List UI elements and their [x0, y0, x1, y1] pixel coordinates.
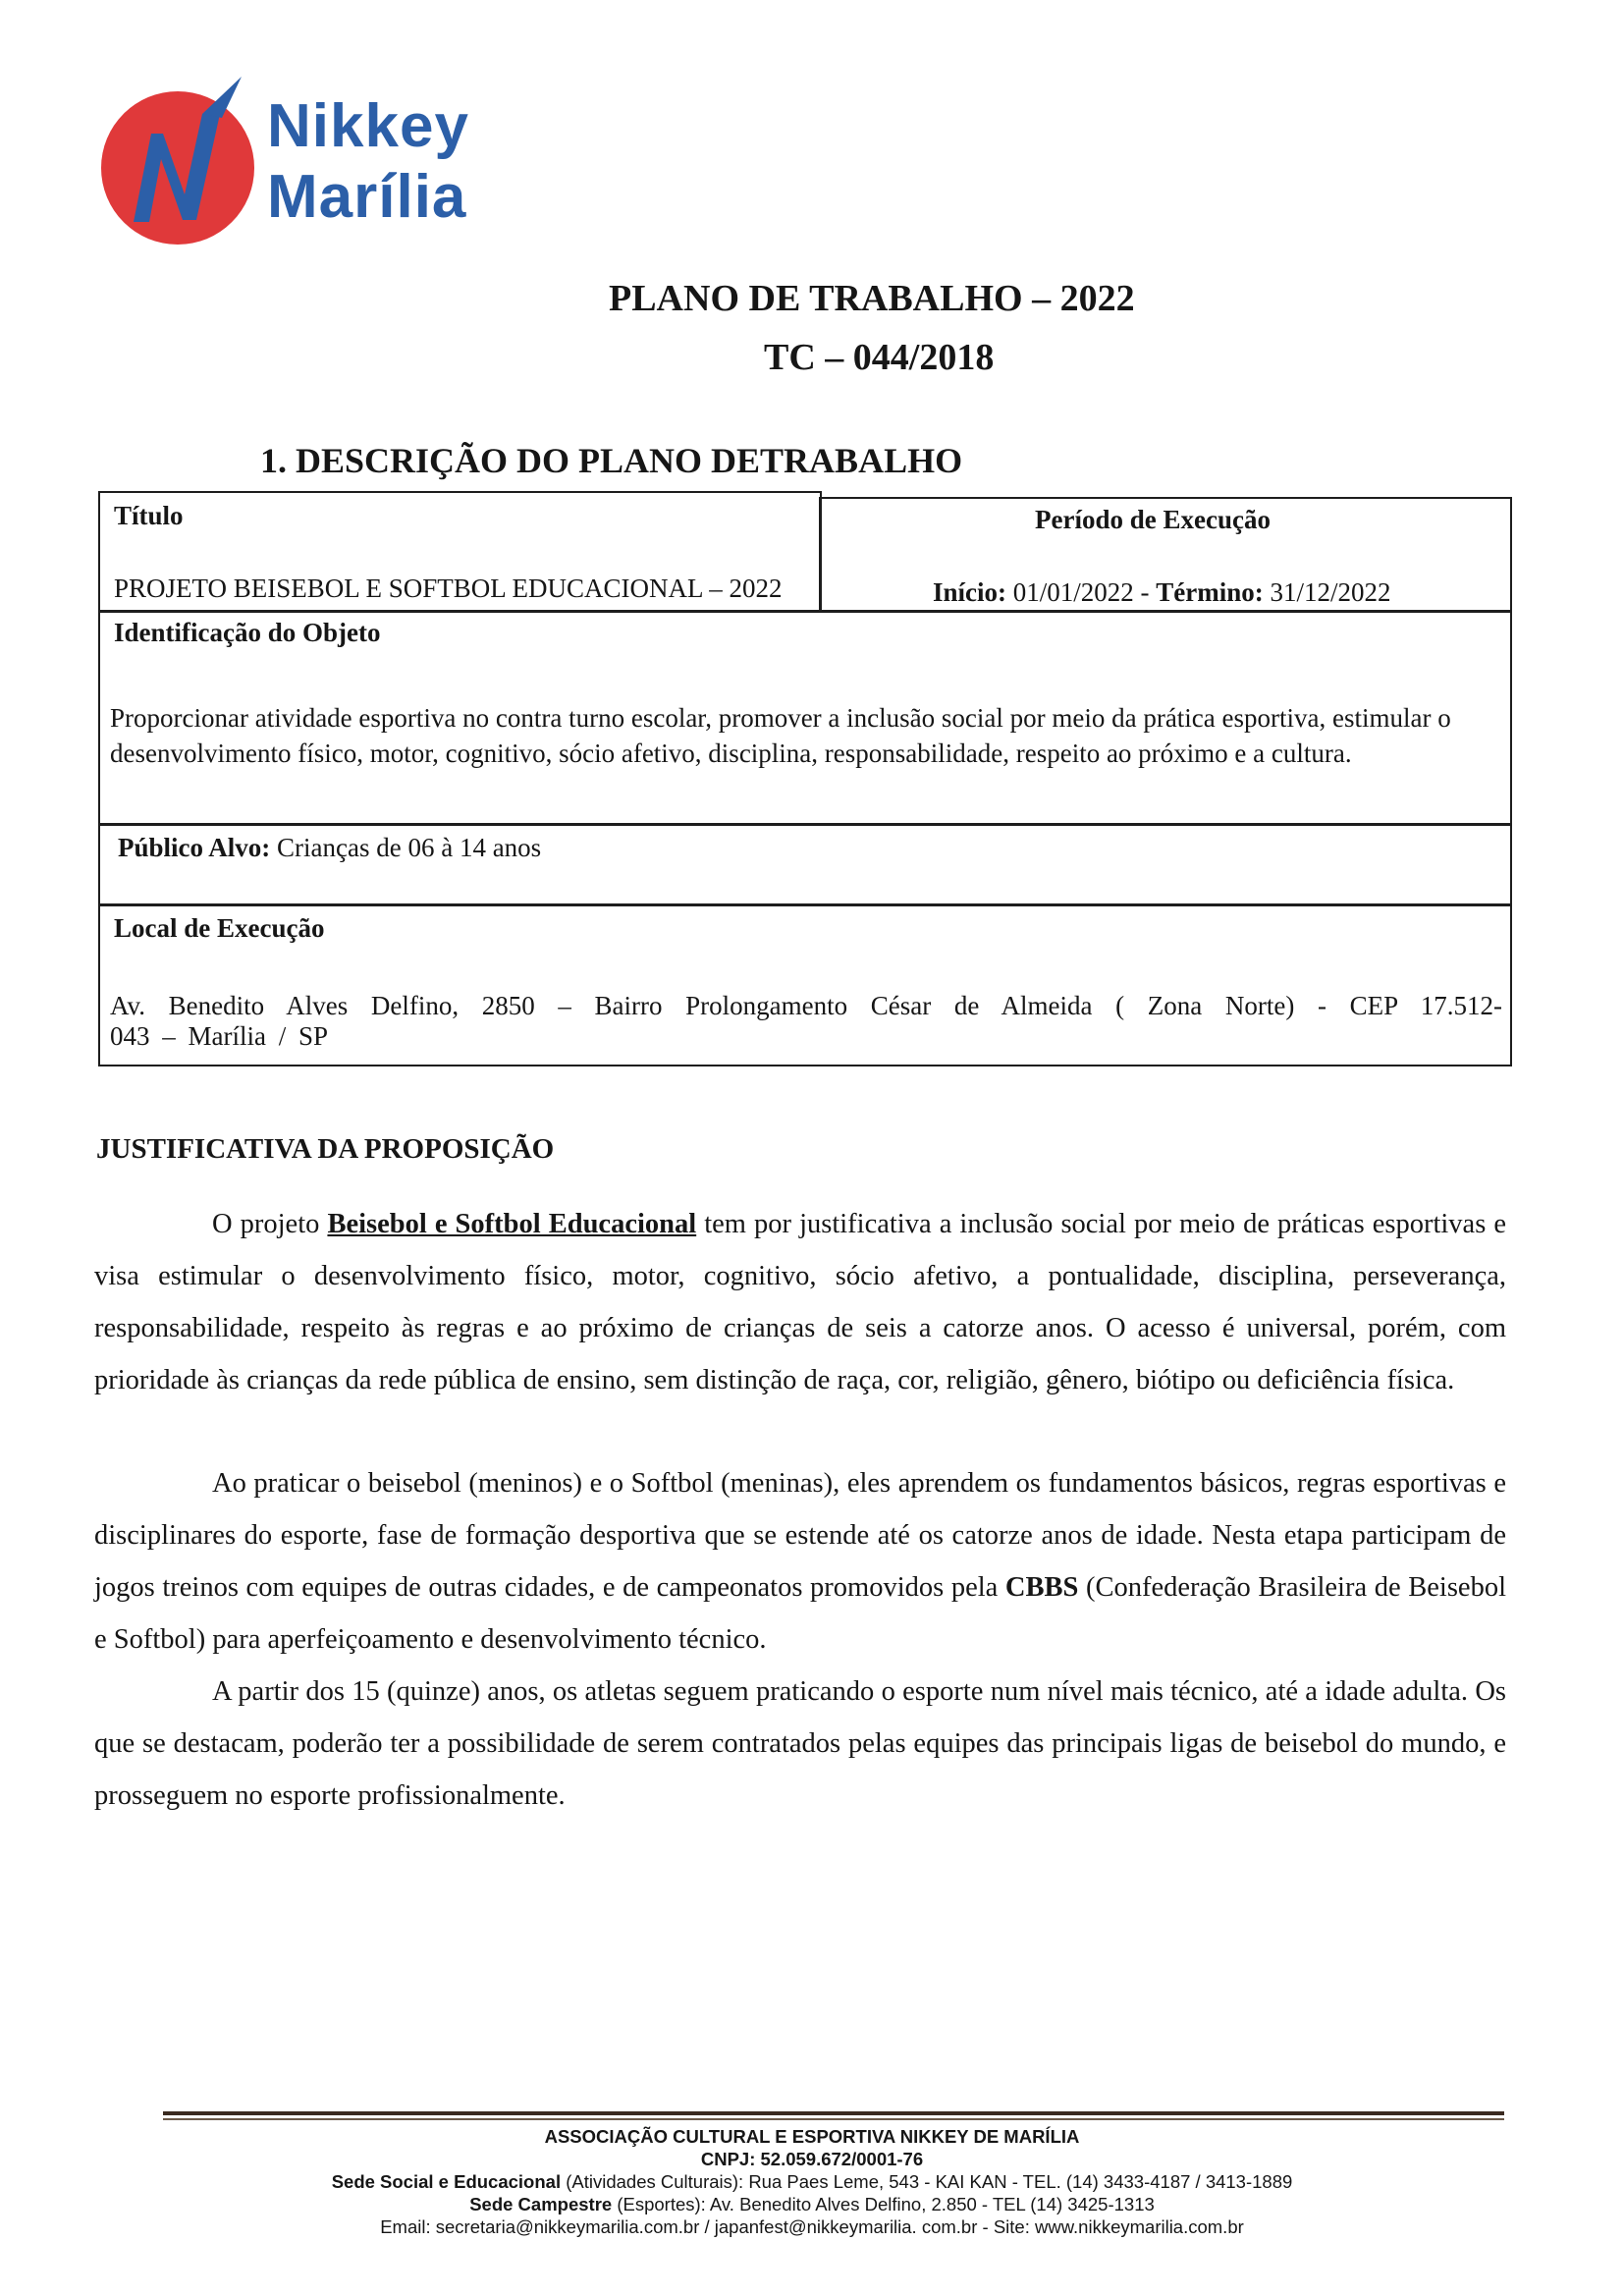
document-subtitle: TC – 044/2018 — [764, 337, 995, 378]
footer-cnpj: CNPJ: 52.059.672/0001-76 — [700, 2149, 924, 2169]
justificativa-paragraph-1 — [94, 1198, 1506, 1406]
objeto-label: Identificação do Objeto — [114, 618, 381, 647]
titulo-cell — [98, 491, 822, 613]
footer-rule-thin — [163, 2118, 1504, 2120]
plan-description-table — [98, 491, 1512, 1066]
local-value-line1: Av. Benedito Alves Delfino, 2850 – Bairro Prolongamento César de Almeida ( Zona Norte) - CEP 17.512- — [110, 991, 1502, 1020]
p1-intro: O projeto — [212, 1209, 328, 1239]
cbbs-acronym: CBBS — [1004, 1572, 1079, 1603]
footer — [0, 2125, 1624, 2238]
titulo-value: PROJETO BEISEBOL E SOFTBOL EDUCACIONAL – 2022 — [114, 574, 783, 603]
periodo-value — [933, 577, 1391, 608]
footer-sede-social — [0, 2170, 1624, 2193]
local-value-line2: 043 – Marília / SP — [110, 1021, 329, 1051]
section-heading: 1. DESCRIÇÃO DO PLANO DETRABALHO — [260, 441, 963, 480]
nikkey-logo-mark-icon — [94, 75, 266, 246]
footer-contact: Email: secretaria@nikkeymarilia.com.br / japanfest@nikkeymarilia. com.br - Site: www.nikkeymarilia.com.br — [380, 2216, 1244, 2237]
periodo-cell — [819, 497, 1512, 613]
sede-social-value: (Atividades Culturais): Rua Paes Leme, 543 - KAI KAN - TEL. (14) 3433-4187 / 3413-1889 — [561, 2171, 1293, 2192]
sede-campestre-label: Sede Campestre — [469, 2194, 613, 2214]
termino-label: Término: — [1156, 577, 1264, 607]
publico-value — [118, 833, 541, 863]
inicio-label: Início: — [933, 577, 1007, 607]
sede-campestre-value: (Esportes): Av. Benedito Alves Delfino, 2.850 - TEL (14) 3425-1313 — [612, 2194, 1155, 2214]
footer-sede-campestre — [0, 2193, 1624, 2215]
logo-word-nikkey: Nikkey — [267, 92, 469, 160]
justificativa-paragraph-2 — [94, 1457, 1506, 1666]
publico-label: Público Alvo: — [118, 833, 271, 862]
objeto-value: Proporcionar atividade esportiva no contra turno escolar, promover a inclusão social por meio da prática esportiva, estimular o desenvolvimento físico, motor, cognitivo, sócio afetivo, disciplina, responsabilidade, respeito ao próximo e a cultura. — [110, 703, 1451, 768]
objeto-cell — [98, 610, 1512, 826]
justificativa-paragraph-3: A partir dos 15 (quinze) anos, os atletas seguem praticando o esporte num nível mais técnico, até a idade adulta. Os que se destacam, poderão ter a possibilidade de serem contratados pelas equipes das principais ligas de beisebol do mundo, e prosseguem no esporte profissionalmente. — [94, 1676, 1506, 1811]
periodo-separator: - — [1140, 577, 1150, 607]
periodo-label: Período de Execução — [1035, 505, 1271, 534]
local-cell — [98, 903, 1512, 1066]
p2-body: Ao praticar o beisebol (meninos) e o Softbol (meninas), eles aprendem os fundamentos básicos, regras esportivas e disciplinares do esporte, fase de formação desportiva que se estende até os catorze anos de idade. Nesta etapa participam de jogos treinos com equipes de outras cidades, e de campeonatos promovidos pela — [94, 1468, 1506, 1603]
nikkey-marilia-logo — [94, 75, 507, 251]
footer-rule — [163, 2111, 1504, 2115]
p2-tail: (Confederação Brasileira de Beisebol e Softbol) para aperfeiçoamento e desenvolvimento técnico. — [94, 1572, 1506, 1655]
local-label: Local de Execução — [114, 913, 325, 943]
p1-body: tem por justificativa a inclusão social por meio de práticas esportivas e visa estimular o desenvolvimento físico, motor, cognitivo, sócio afetivo, a pontualidade, disciplina, perseverança, responsabilidade, respeito às regras e ao próximo de crianças de seis a catorze anos. O acesso é universal, porém, com prioridade às crianças da rede pública de ensino, sem distinção de raça, cor, religião, gênero, biótipo ou deficiência física. — [94, 1209, 1506, 1395]
document-title: PLANO DE TRABALHO – 2022 — [609, 278, 1135, 319]
project-name: Beisebol e Softbol Educacional — [327, 1209, 697, 1239]
logo-word-marilia: Marília — [267, 163, 467, 231]
termino-value: 31/12/2022 — [1270, 577, 1391, 607]
sede-social-label: Sede Social e Educacional — [331, 2171, 562, 2192]
justificativa-heading: JUSTIFICATIVA DA PROPOSIÇÃO — [96, 1133, 555, 1165]
footer-org: ASSOCIAÇÃO CULTURAL E ESPORTIVA NIKKEY DE MARÍLIA — [544, 2126, 1080, 2147]
publico-cell — [98, 823, 1512, 906]
publico-text: Crianças de 06 à 14 anos — [277, 833, 542, 862]
inicio-value: 01/01/2022 — [1012, 577, 1134, 607]
titulo-label: Título — [114, 501, 184, 530]
